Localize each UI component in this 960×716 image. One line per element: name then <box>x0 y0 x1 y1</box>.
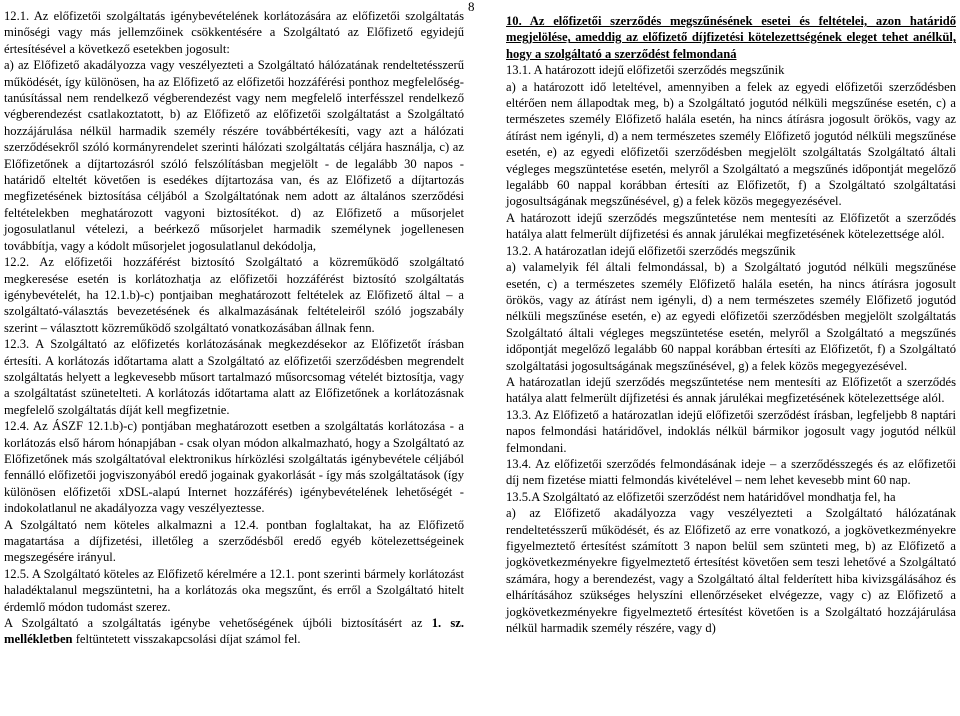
paragraph-text: A Szolgáltató a szolgáltatás igénybe vehetőségének újbóli biztosításért az <box>4 616 432 631</box>
annex-reference: 1. sz. mellékletben <box>4 616 464 647</box>
paragraph: 12.2. Az előfizetői hozzáférést biztosító Szolgáltató a közreműködő szolgáltató megkeresése esetén is korlátozhatja az előfizetői hozzáférést biztosító szolgáltatás igénybevételét, ha 12.1.b)-c) pontjaiban meghatározott feltételek az Előfizető által – a szolgáltató-választás bevezetésének és alkalmazásának feltételeiről szóló jogszabály szerint – választott közreműködő szolgáltató vonatkozásában állnak fenn. <box>4 255 464 335</box>
page-number: 8 <box>468 0 475 14</box>
paragraph: 13.5.A Szolgáltató az előfizetői szerződést nem határidővel mondhatja fel, ha <box>506 489 896 504</box>
paragraph: A Szolgáltató nem köteles alkalmazni a 12.4. pontban foglaltakat, ha az Előfizető magatartása a díjfizetési, illetőleg a szerződésből eredő egyéb kötelezettségeinek megszegésére irányul. <box>4 517 464 565</box>
paragraph: 12.1. Az előfizetői szolgáltatás igénybevételének korlátozására az előfizetői szolgáltatás minőségi vagy más jellemzőinek csökkentésére a Szolgáltató az Előfizető egyidejű értesítésével a következő esetekben jogosult: <box>4 9 464 56</box>
paragraph: A határozatlan idejű szerződés megszűntetése nem mentesíti az Előfizetőt a szerződés hatálya alatt felmerült díjfizetési és annak járulékai megfizetésének kötelezettsége alól. <box>506 374 956 406</box>
paragraph <box>4 615 464 648</box>
paragraph: a) az Előfizető akadályozza vagy veszélyezteti a Szolgáltató hálózatának rendeltetésszerű működését, és az Előfizető az erre vonatkozó, a jogkövetkezményekre figyelmeztető értesítést számított 3 napon belül sem szünteti meg, b) az Előfizető a jogkövetkezményekre figyelmeztető értesítést követően sem teszi lehetővé a Szolgáltató számára, hogy a berendezést, vagy a Szolgáltató által felderített hiba kivizsgálásához és elhárításához szükséges helyszíni ellenőrzéseket elvégezze, vagy c) az Előfizető a jogkövetkezményekre figyelmeztető értesítést követően is a Szolgáltató hozzájárulása nélkül harmadik személy részére, vagy d) <box>506 506 956 636</box>
paragraph: 12.4. Az ÁSZF 12.1.b)-c) pontjában meghatározott esetben a szolgáltatás korlátozása - a korlátozás első három hónapjában - csak olyan módon alkalmazható, hogy a Szolgáltató az Előfizetőnek más szolgáltatóval elektronikus hírközlési szolgáltatás igénybevétele céljából fennálló előfizetői jogviszonyából eredő jogainak gyakorlását - így más szolgáltatások (így különösen előfizetői xDSL-alapú Internet hozzáférés) igénybevételének lehetőségét - indokolatlanul ne akadályozza vagy veszélyeztesse. <box>4 419 464 516</box>
paragraph: a) valamelyik fél általi felmondással, b) a Szolgáltató jogutód nélküli megszűnése esetén, c) a természetes személy Előfizető halála esetén, ha nincs átírásra jogosult örökös, vagy az átírást nem igényli, d) a nem természetes személy Előfizető jogutód nélküli megszűnése esetén, e) az egyedi előfizetői szerződésben megjelölt szolgáltatás Szolgáltató általi végleges megszüntetése esetén, melyről a Szolgáltató a megszűnés időpontját megelőző legalább 60 nappal korábban értesíti az Előfizetőt, f) a Szolgáltató szolgáltatási jogosultságának megszűnésével, g) a felek közös megegyezésével. <box>506 260 956 373</box>
section-heading: 10. Az előfizetői szerződés megszűnésének esetei és feltételei, azon határidő megjelölése, ameddig az előfizető díjfizetési kötelezettségének eleget tehet anélkül, hogy a szolgáltató a szerződést felmondaná <box>506 14 956 61</box>
paragraph: 12.5. A Szolgáltató köteles az Előfizető kérelmére a 12.1. pont szerinti bármely korlátozást haladéktalanul megszüntetni, ha a korlátozás oka megszűnt, és erről a Szolgáltató hitelt érdemlő módon tudomást szerez. <box>4 566 464 614</box>
paragraph: 13.3. Az Előfizető a határozatlan idejű előfizetői szerződést írásban, legfeljebb 8 naptári napos felmondási határidővel, indoklás nélkül bármikor jogosult vagy jogutód nélkül felmondani. <box>506 407 956 455</box>
left-column <box>4 8 464 648</box>
right-column <box>506 13 956 636</box>
paragraph: A határozott idejű szerződés megszűntetése nem mentesíti az Előfizetőt a szerződés hatálya alatt felmerült díjfizetési és annak járulékai megfizetésének kötelezettsége alól. <box>506 210 956 242</box>
paragraph: a) az Előfizető akadályozza vagy veszélyezteti a Szolgáltató hálózatának rendeltetésszerű működését, így különösen, ha az Előfizető az előfizetői hozzáférési ponthoz megfelelőség-tanúsítással nem rendelkező végberendezést vagy nem megfelelő interfésszel rendelkező végberendezést csatlakoztatott, b) az Előfizető az előfizetői szolgáltatást a Szolgáltató hozzájárulása nélkül harmadik személy részére továbbértékesíti, vagy azt a hálózati szerződésekről szóló kormányrendelet szerinti hálózati szolgáltatás céljára használja, c) az Előfizetőnek a díjtartozásról szóló felszólításban megjelölt - de legalább 30 napos - határidő elteltét követően is esedékes díjtartozása van, és az Előfizető a díjtartozás megfizetésének biztosítása céljából a Szolgáltatónak nem adott az általános szerződési feltételekben meghatározott vagyoni biztosítékot. d) az Előfizető a műsorjelet jogosulatlanul vételezi, a beérkező műsorjelet harmadik személynek jogellenesen továbbítja, vagy a kódolt műsorjelet jogosulatlanul dekódolja, <box>4 58 464 253</box>
paragraph: 13.1. A határozott idejű előfizetői szerződés megszűnik <box>506 63 785 78</box>
paragraph-text: feltüntetett visszakapcsolási díjat számol fel. <box>72 632 301 647</box>
paragraph: 12.3. A Szolgáltató az előfizetés korlátozásának megkezdésekor az Előfizetőt írásban értesíti. A korlátozás időtartama alatt a Szolgáltató az előfizetői szerződésben megrendelt szolgáltatás helyett a legkevesebb műsort tartalmazó műsorcsomag vételét biztosítja, vagy a szolgáltatást szünetelteti. A korlátozás időtartama alatt az Előfizetőnek a korlátozásnak megfelelő szolgáltatás díját kell megfizetnie. <box>4 337 464 417</box>
paragraph: 13.2. A határozatlan idejű előfizetői szerződés megszűnik <box>506 243 796 258</box>
paragraph: a) a határozott idő leteltével, amennyiben a felek az egyedi előfizetői szerződésben eltérően nem állapodtak meg, b) a Szolgáltató jogutód nélküli megszűnése esetén, c) a természetes személy Előfizető halála esetén, ha nincs átírásra jogosult örökös, vagy az átírást nem igényli, d) a nem természetes személy Előfizető jogutód nélküli megszűnése esetén, e) az egyedi előfizetői szerződésben megjelölt szolgáltatás Szolgáltató általi végleges megszüntetése esetén, melyről a Szolgáltató a megszűnés időpontját megelőző legalább 60 nappal korábban értesíti az Előfizetőt, f) a Szolgáltató szolgáltatási jogosultságának megszűnésével, g) a felek közös megegyezésével. <box>506 79 956 209</box>
paragraph: 13.4. Az előfizetői szerződés felmondásának ideje – a szerződésszegés és az előfizetői díj nem fizetése miatti felmondás kivételével – nem lehet kevesebb mint 60 nap. <box>506 456 956 488</box>
